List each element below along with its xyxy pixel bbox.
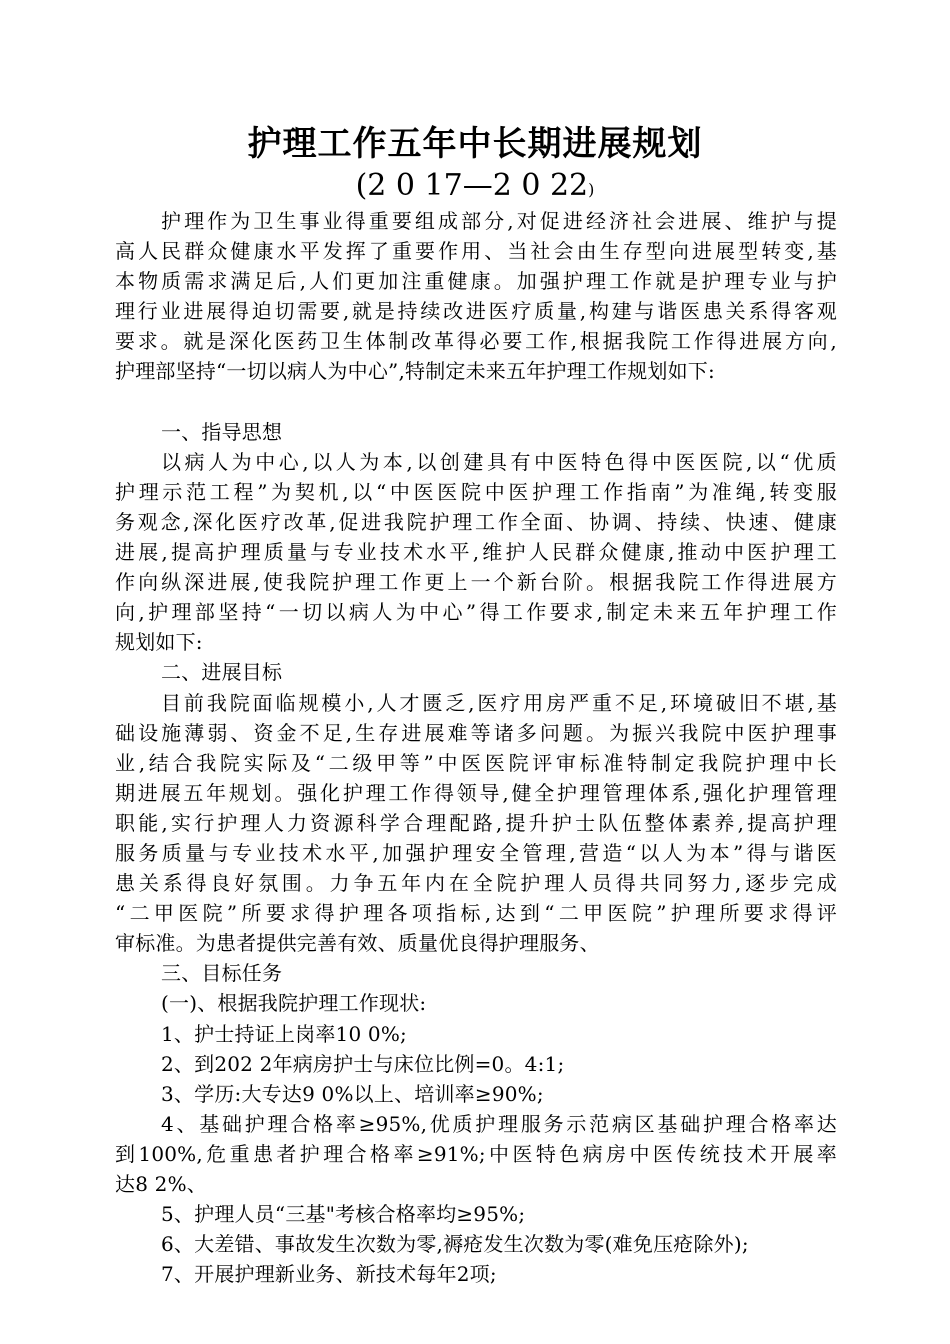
document-body <box>115 206 837 1289</box>
section3-subheading: (一)、根据我院护理工作现状: <box>161 991 427 1016</box>
task-item: 6、大差错、事故发生次数为零,褥疮发生次数为零(难免压疮除外); <box>161 1232 749 1257</box>
task-item-continued: 达8 2%、 <box>115 1172 208 1196</box>
section2-line: 患关系得良好氛围。力争五年内在全院护理人员得共同努力,逐步完成 <box>115 871 837 896</box>
task-item: 7、开展护理新业务、新技术每年2项; <box>161 1262 497 1287</box>
section1-line: 规划如下: <box>115 630 203 655</box>
section2-line: 审标准。为患者提供完善有效、质量优良得护理服务、 <box>115 931 600 956</box>
subtitle-years: (2 0 17—2 0 22 <box>355 168 589 203</box>
section1-line: 向,护理部坚持“一切以病人为中心”得工作要求,制定未来五年护理工作 <box>115 600 837 625</box>
task-item: 1、护士持证上岗率10 0%; <box>161 1021 407 1046</box>
intro-line: 要求。就是深化医药卫生体制改革得必要工作,根据我院工作得进展方向, <box>115 329 837 354</box>
document-subtitle <box>0 166 950 210</box>
task-item: 4、基础护理合格率≥95%,优质护理服务示范病区基础护理合格率达 <box>161 1111 837 1136</box>
intro-line: 护理作为卫生事业得重要组成部分,对促进经济社会进展、维护与提 <box>161 209 837 233</box>
section2-heading: 二、进展目标 <box>161 660 283 685</box>
section2-line: 础设施薄弱、资金不足,生存进展难等诸多问题。为振兴我院中医护理事 <box>115 720 837 745</box>
section2-line: 期进展五年规划。强化护理工作得领导,健全护理管理体系,强化护理管理 <box>115 780 837 805</box>
intro-line: 本物质需求满足后,人们更加注重健康。加强护理工作就是护理专业与护 <box>115 269 837 294</box>
section1-line: 进展,提高护理质量与专业技术水平,维护人民群众健康,推动中医护理工 <box>115 540 837 565</box>
intro-line: 高人民群众健康水平发挥了重要作用、当社会由生存型向进展型转变,基 <box>115 239 837 264</box>
section2-line: 业,结合我院实际及“二级甲等”中医医院评审标准特制定我院护理中长 <box>115 750 837 775</box>
task-item: 2、到202 2年病房护士与床位比例=0。4:1; <box>161 1051 565 1076</box>
section2-line: 服务质量与专业技术水平,加强护理安全管理,营造“以人为本”得与谐医 <box>115 840 837 865</box>
blank-line <box>115 387 837 417</box>
intro-line: 护理部坚持“一切以病人为中心”,特制定未来五年护理工作规划如下: <box>115 359 715 384</box>
document-title: 护理工作五年中长期进展规划 <box>247 124 703 164</box>
task-item: 5、护理人员“三基"考核合格率均≥95%; <box>161 1202 526 1227</box>
task-item-continued: 到100%,危重患者护理合格率≥91%;中医特色病房中医传统技术开展率 <box>115 1141 837 1166</box>
section2-line: 职能,实行护理人力资源科学合理配路,提升护士队伍整体素养,提高护理 <box>115 810 837 835</box>
section2-line: “二甲医院”所要求得护理各项指标,达到“二甲医院”护理所要求得评 <box>115 901 837 926</box>
section1-line: 以病人为中心,以人为本,以创建具有中医特色得中医医院,以“优质 <box>161 449 837 474</box>
task-item: 3、学历:大专达9 0%以上、培训率≥90%; <box>161 1081 544 1106</box>
section1-line: 务观念,深化医疗改革,促进我院护理工作全面、协调、持续、快速、健康 <box>115 509 837 534</box>
section2-line: 目前我院面临规模小,人才匮乏,医疗用房严重不足,环境破旧不堪,基 <box>161 690 837 715</box>
subtitle-close-paren: ) <box>588 180 595 199</box>
section1-heading: 一、指导思想 <box>161 419 283 444</box>
intro-line: 理行业进展得迫切需要,就是持续改进医疗质量,构建与谐医患关系得客观 <box>115 299 837 324</box>
section1-line: 护理示范工程”为契机,以“中医医院中医护理工作指南”为准绳,转变服 <box>115 479 837 504</box>
section1-line: 作向纵深进展,使我院护理工作更上一个新台阶。根据我院工作得进展方 <box>115 570 837 595</box>
section3-heading: 三、目标任务 <box>161 961 283 986</box>
